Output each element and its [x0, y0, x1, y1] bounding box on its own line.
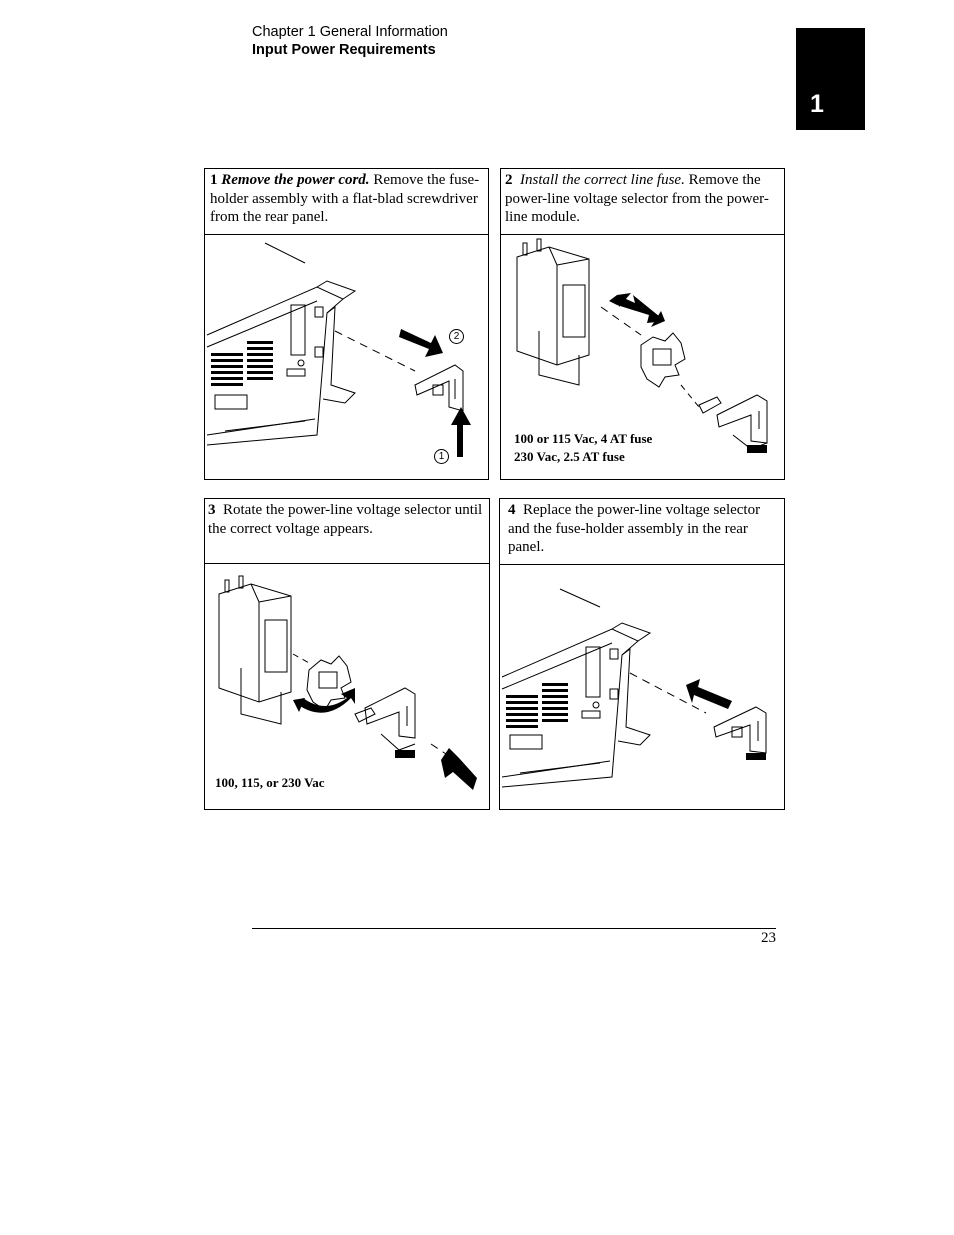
fuse-note-230: 230 Vac, 2.5 AT fuse: [514, 448, 625, 464]
step-4-number: 4: [508, 502, 516, 518]
step-3-notes: [215, 774, 325, 792]
section-title: Input Power Requirements: [252, 42, 436, 58]
reassembly-drawing: [500, 565, 783, 808]
step-2-lead: Install the correct line fuse.: [520, 172, 685, 188]
chapter-title: Chapter 1 General Information: [252, 24, 448, 40]
step-1-panel: [204, 168, 489, 480]
voltage-note: 100, 115, or 230 Vac: [215, 775, 325, 790]
step-3-panel: [204, 498, 490, 810]
voltage-selector-rotate-drawing: [205, 564, 488, 808]
step-3-text: Rotate the power-line voltage selector until the correct voltage appears.: [208, 502, 483, 537]
callout-1: 1: [434, 449, 449, 464]
step-1-illustration: [205, 235, 488, 479]
step-4-illustration: [500, 565, 784, 809]
step-1-number: 1: [210, 172, 218, 188]
step-2-illustration: [501, 235, 784, 479]
chapter-tab: [796, 28, 865, 130]
step-3-illustration: [205, 564, 489, 809]
step-3-number: 3: [208, 502, 216, 518]
footer-rule: [252, 928, 776, 929]
step-2-caption: [501, 169, 784, 235]
step-2-text: Remove the power-line voltage selector from the power-line module.: [505, 172, 769, 225]
step-2-panel: [500, 168, 785, 480]
step-4-panel: [499, 498, 785, 810]
fuse-note-100-115: 100 or 115 Vac, 4 AT fuse: [514, 431, 653, 446]
chapter-tab-number: 1: [810, 90, 824, 118]
step-1-caption: [205, 169, 488, 235]
step-4-text: Replace the power-line voltage selector and the fuse-holder assembly in the rear panel.: [508, 502, 761, 555]
step-4-caption: [500, 499, 784, 565]
step-2-number: 2: [505, 172, 513, 188]
page-number: 23: [761, 930, 776, 946]
instrument-rear-panel-drawing: [205, 235, 487, 478]
step-1-text: Remove the fuse-holder assembly with a flat-blad screwdriver from the rear panel.: [210, 172, 480, 225]
step-1-lead: Remove the power cord.: [221, 172, 370, 188]
step-3-caption: [205, 499, 489, 564]
callout-2: 2: [449, 329, 464, 344]
step-2-notes: [514, 430, 652, 465]
